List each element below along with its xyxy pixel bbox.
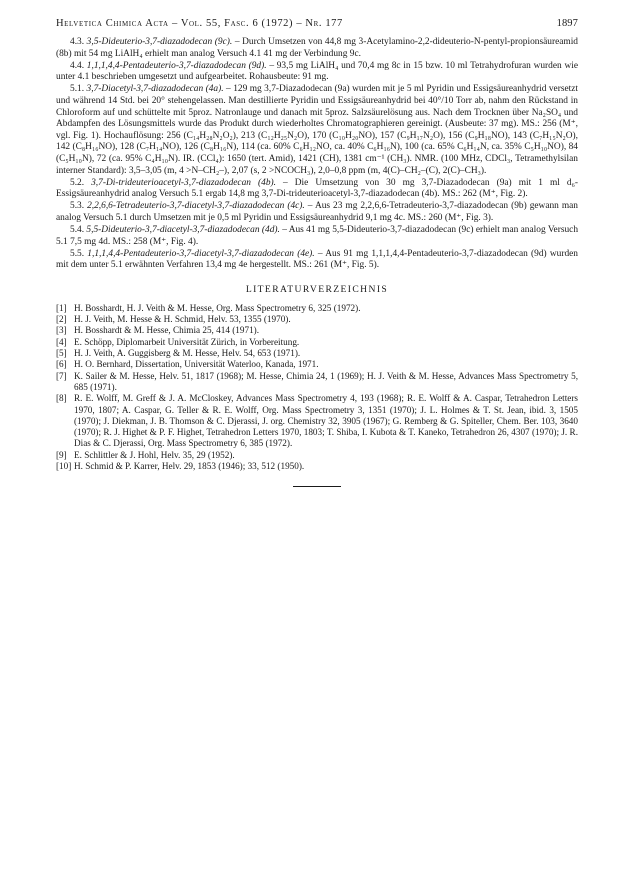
reference-item	[56, 325, 578, 336]
reference-item	[56, 450, 578, 461]
reference-number: [1]	[56, 302, 67, 313]
reference-number: [10]	[56, 461, 72, 472]
reference-item	[56, 461, 578, 472]
procedure-text: – 93,5 mg LiAlH₄ und 70,4 mg 8c in 15 bzw. 10 ml Tetrahydrofuran wurden wie unter 4.1 beschrieben umgesetzt und aufgearbeitet. Rohausbeute: 91 mg.	[56, 60, 578, 83]
procedure-text: – 129 mg 3,7-Diazadodecan (9a) wurden mit je 5 ml Pyridin und Essigsäureanhydrid versetzt und während 14 Std. bei 20° stehengelassen. Man destillierte Pyridin und Essigsäureanhydrid bei 40°/10 Torr ab, nahm den Rückstand in Chloroform auf und schüttelte mit 5proz. Natronlauge und danach mit 5proz. Salzsäurelösung aus. Nach dem Trocknen über Na₂SO₄ und Abdampfen des Lösungsmittels wurde das Produkt durch wiederholtes Chromatographieren gereinigt. (Ausbeute: 37 mg). MS.: 256 (M⁺, vgl. Fig. 1). Hochauflösung: 256 (C₁₄H₂₈N₂O₂), 213 (C₁₂H₂₅N₂O), 170 (C₁₀H₂₀NO), 157 (C₉H₁₇N₂O), 156 (C₉H₁₈NO), 143 (C₇H₁₅N₂O), 142 (C₈H₁₆NO), 128 (C₇H₁₄NO), 126 (C₈H₁₆N), 114 (ca. 60% C₆H₁₂NO, ca. 40% C₆H₁₆N), 100 (ca. 65% C₆H₁₄N, ca. 35% C₅H₁₀NO), 84 (C₅H₁₀N), 72 (ca. 95% C₄H₁₀N). IR. (CCl₄): 1650 (tert. Amid), 1421 (CH), 1381 cm⁻¹ (CH₃). NMR. (100 MHz, CDCl₃, Tetramethylsilan interner Standard): 3,5–3,05 (m, 4 >N–CH₂–), 2,07 (s, 2 >NCOCH₃), 2,0–0,8 ppm (m, 4(C)–CH₂–(C), 2(C)–CH₃).	[56, 84, 578, 176]
procedure-paragraph	[56, 249, 578, 272]
compound-name: 3,7-Di-trideuterioacetyl-3,7-diazadodecan (4b).	[91, 177, 276, 188]
reference-text: E. Schöpp, Diplomarbeit Universität Zürich, in Vorbereitung.	[74, 336, 300, 347]
procedure-text: – Durch Umsetzen von 44,8 mg 3-Acetylamino-2,2-dideuterio-N-pentyl-propionsäureamid (8b) mit 54 mg LiAlH₄ erhielt man analog Versuch 4.1 41 mg der Verbindung 9c.	[56, 37, 578, 59]
procedure-number: 5.1.	[70, 84, 85, 95]
journal-citation: Helvetica Chimica Acta – Vol. 55, Fasc. 6 (1972) – Nr. 177	[56, 18, 343, 29]
procedure-number: 4.4.	[70, 60, 85, 71]
procedure-text: – Die Umsetzung von 30 mg 3,7-Diazadodecan (9a) mit 1 ml d₆-Essigsäureanhydrid analog Versuch 5.1 ergab 14,8 mg 3,7-Di-trideuterioacetyl-3,7-diazadodecan (4b). MS.: 262 (M⁺, Fig. 2).	[56, 177, 579, 200]
reference-number: [8]	[56, 393, 67, 404]
reference-item	[56, 371, 578, 394]
compound-name: 3,7-Diacetyl-3,7-diazadodecan (4a).	[86, 84, 224, 95]
reference-text: H. Bosshardt & M. Hesse, Chimia 25, 414 (1971).	[74, 325, 260, 336]
procedure-paragraph	[56, 37, 578, 60]
experimental-section	[56, 37, 578, 272]
procedure-number: 4.3.	[70, 37, 85, 47]
procedure-paragraph	[56, 84, 578, 177]
reference-text: H. Bosshardt, H. J. Veith & M. Hesse, Org. Mass Spectrometry 6, 325 (1972).	[74, 302, 361, 313]
reference-item	[56, 314, 578, 325]
reference-text: K. Sailer & M. Hesse, Helv. 51, 1817 (1968); M. Hesse, Chimia 24, 1 (1969); H. J. Veith & M. Hesse, Advances Mass Spectrometry 5, 685 (1971).	[74, 370, 578, 392]
reference-item	[56, 359, 578, 370]
end-divider	[293, 486, 341, 487]
procedure-number: 5.4.	[70, 225, 85, 235]
reference-number: [9]	[56, 449, 67, 460]
reference-number: [2]	[56, 314, 67, 325]
reference-item	[56, 337, 578, 348]
reference-text: R. E. Wolff, M. Greff & J. A. McCloskey, Advances Mass Spectrometry 4, 193 (1968); R. E. Wolff & A. Caspar, Tetrahedron Letters 1970, 1807; A. Caspar, G. Teller & R. E. Wolff, Org. Mass Spectrometry 3, 1351 (1970); J. L. Holmes & T. St. Jean, ibid. 3, 1505 (1970); J. Diekman, J. B. Thomson & C. Djerassi, J. org. Chemistry 32, 3905 (1967); G. Remberg & G. Spiteller, Chem. Ber. 103, 3640 (1970); R. J. Highet & P. F. Highet, Tetrahedron Letters 1970, 1803; T. Shiba, I. Kubota & T. Kaneko, Tetrahedron 26, 4307 (1970); J. R. Dias & C. Djerassi, Org. Mass Spectrometry 6, 385 (1972).	[74, 393, 578, 449]
reference-number: [6]	[56, 359, 67, 370]
journal-page	[56, 18, 578, 487]
procedure-paragraph	[56, 225, 578, 248]
procedure-number: 5.3.	[70, 201, 85, 212]
procedure-paragraph	[56, 178, 578, 201]
reference-item	[56, 303, 578, 314]
procedure-paragraph	[56, 61, 578, 84]
reference-list	[56, 303, 578, 472]
procedure-paragraph	[56, 201, 578, 224]
compound-name: 5,5-Dideuterio-3,7-diacetyl-3,7-diazadodecan (4d).	[86, 225, 280, 235]
reference-number: [7]	[56, 370, 67, 381]
procedure-number: 5.5.	[70, 248, 85, 259]
reference-item	[56, 348, 578, 359]
reference-number: [5]	[56, 348, 67, 359]
reference-number: [3]	[56, 325, 67, 336]
procedure-number: 5.2.	[70, 177, 85, 188]
compound-name: 2,2,6,6-Tetradeuterio-3,7-diacetyl-3,7-diazadodecan (4c).	[87, 201, 305, 212]
compound-name: 1,1,1,4,4-Pentadeuterio-3,7-diacetyl-3,7-diazadodecan (4e).	[87, 248, 315, 259]
reference-text: E. Schlittler & J. Hohl, Helv. 35, 29 (1952).	[74, 449, 235, 460]
reference-text: H. Schmid & P. Karrer, Helv. 29, 1853 (1946); 33, 512 (1950).	[74, 461, 305, 472]
procedure-text: – Aus 41 mg 5,5-Dideuterio-3,7-diazadodecan (9c) erhielt man analog Versuch 5.1 7,5 mg 4d. MS.: 258 (M⁺, Fig. 4).	[56, 225, 579, 247]
page-number: 1897	[556, 18, 578, 29]
running-header	[56, 18, 578, 29]
reference-text: H. J. Veith, A. Guggisberg & M. Hesse, Helv. 54, 653 (1971).	[74, 348, 301, 359]
reference-number: [4]	[56, 336, 67, 347]
references-heading: LITERATURVERZEICHNIS	[245, 283, 389, 295]
procedure-text: – Aus 91 mg 1,1,1,4,4-Pentadeuterio-3,7-diazadodecan (9d) wurden mit dem unter 5.1 erwähnten Verfahren 13,4 mg 4e hergestellt. MS.: 261 (M⁺, Fig. 5).	[56, 248, 578, 271]
procedure-text: – Aus 23 mg 2,2,6,6-Tetradeuterio-3,7-diazadodecan (9b) gewann man analog Versuch 5.1 durch Umsetzen mit je 0,5 ml Pyridin und Essigsäureanhydrid 9,1 mg 4c. MS.: 260 (M⁺, Fig. 3).	[56, 201, 578, 223]
compound-name: 3,5-Dideuterio-3,7-diazadodecan (9c).	[86, 37, 233, 47]
reference-item	[56, 393, 578, 449]
reference-text: H. J. Veith, M. Hesse & H. Schmid, Helv. 53, 1355 (1970).	[74, 314, 291, 325]
compound-name: 1,1,1,4,4-Pentadeuterio-3,7-diazadodecan (9d).	[86, 60, 267, 71]
reference-text: H. O. Bernhard, Dissertation, Universität Waterloo, Kanada, 1971.	[74, 359, 319, 370]
